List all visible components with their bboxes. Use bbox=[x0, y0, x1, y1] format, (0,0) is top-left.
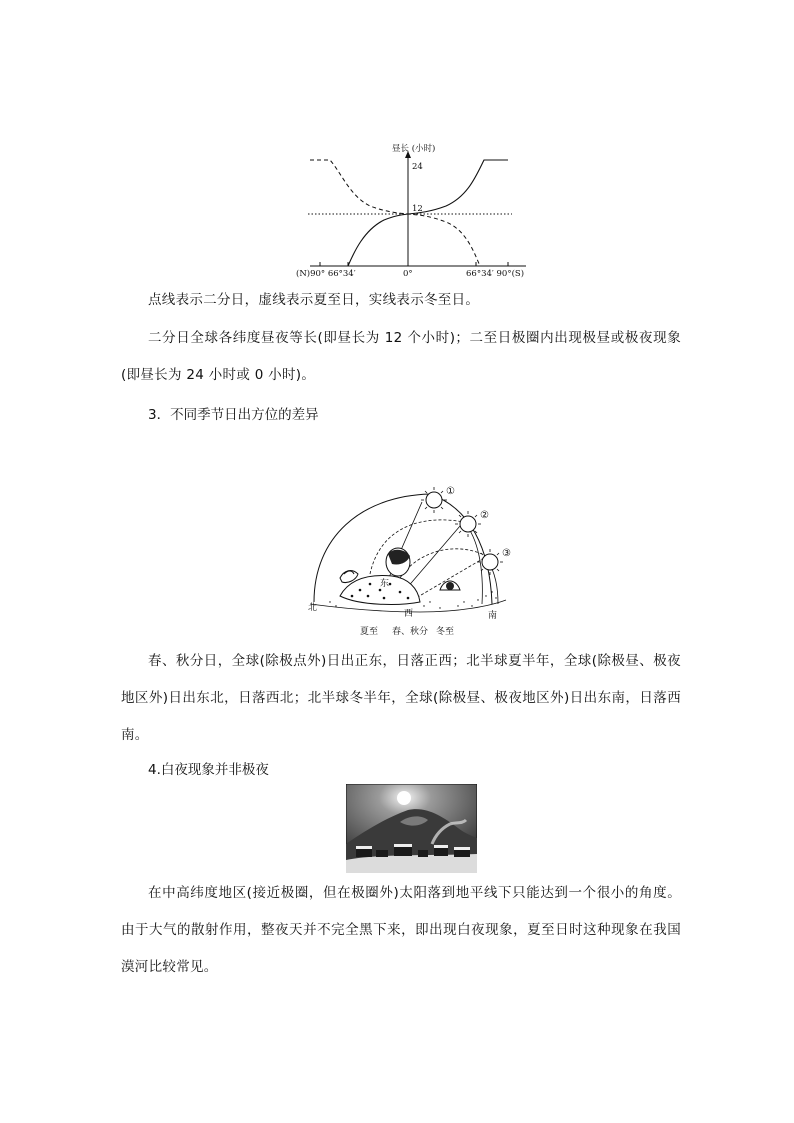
sun-2-icon bbox=[455, 511, 481, 537]
y-axis-label: 昼长 (小时) bbox=[392, 144, 436, 154]
person-figure bbox=[340, 548, 460, 604]
heading-sunrise-direction: 3．不同季节日出方位的差异 bbox=[148, 407, 319, 423]
sunrise-direction-figure bbox=[300, 478, 530, 644]
y-tick-24: 24 bbox=[412, 162, 423, 172]
sun-3-label: ③ bbox=[502, 548, 511, 559]
sun-3-icon bbox=[477, 549, 503, 575]
paragraph-white-night: 在中高纬度地区(接近极圈，但在极圈外)太阳落到地平线下只能达到一个很小的角度。由于大气的散射作用，整夜天并不完全黑下来，即出现白夜现象，夏至日时这种现象在我国漠河比较常见。 bbox=[121, 885, 681, 975]
label-summer-solstice: 夏至 bbox=[360, 627, 379, 637]
label-south: 南 bbox=[488, 611, 498, 621]
x-label-left: (N)90° 66°34′ bbox=[296, 269, 356, 279]
winter-sun-arc bbox=[400, 549, 486, 578]
paragraph-day-length: 二分日全球各纬度昼夜等长(即昼长为 12 个小时)；二至日极圈内出现极昼或极夜现象(即昼长为 24 小时或 0 小时)。 bbox=[121, 330, 681, 383]
figure1-caption: 点线表示二分日，虚线表示夏至日，实线表示冬至日。 bbox=[148, 292, 480, 308]
equinox-sun-arc bbox=[370, 520, 464, 574]
sun-2-label: ② bbox=[480, 510, 489, 521]
sun-1-label: ① bbox=[446, 486, 455, 497]
paragraph-sunrise: 春、秋分日，全球(除极点外)日出正东，日落正西；北半球夏半年，全球(除极昼、极夜地区外)日出东北，日落西北；北半球冬半年，全球(除极昼、极夜地区外)日出东南，日落西南。 bbox=[121, 653, 681, 743]
day-length-chart bbox=[290, 140, 550, 285]
label-north: 北 bbox=[308, 603, 318, 613]
winter-solstice-curve bbox=[348, 160, 508, 266]
y-tick-12: 12 bbox=[412, 204, 423, 214]
label-winter-solstice: 冬至 bbox=[436, 627, 455, 637]
label-equinox: 春、秋分 bbox=[392, 627, 429, 637]
sun-glow bbox=[397, 791, 411, 805]
white-night-photo bbox=[346, 784, 477, 873]
x-label-right: 66°34′ 90°(S) bbox=[466, 269, 525, 279]
arrow-winter bbox=[416, 558, 484, 598]
x-label-mid: 0° bbox=[403, 269, 413, 279]
heading-white-night: 4.白夜现象并非极夜 bbox=[148, 762, 269, 778]
label-west: 西 bbox=[404, 609, 414, 619]
label-east: 东 bbox=[380, 579, 390, 589]
equinox-arc-right bbox=[464, 522, 482, 604]
summer-solstice-curve bbox=[310, 160, 480, 266]
